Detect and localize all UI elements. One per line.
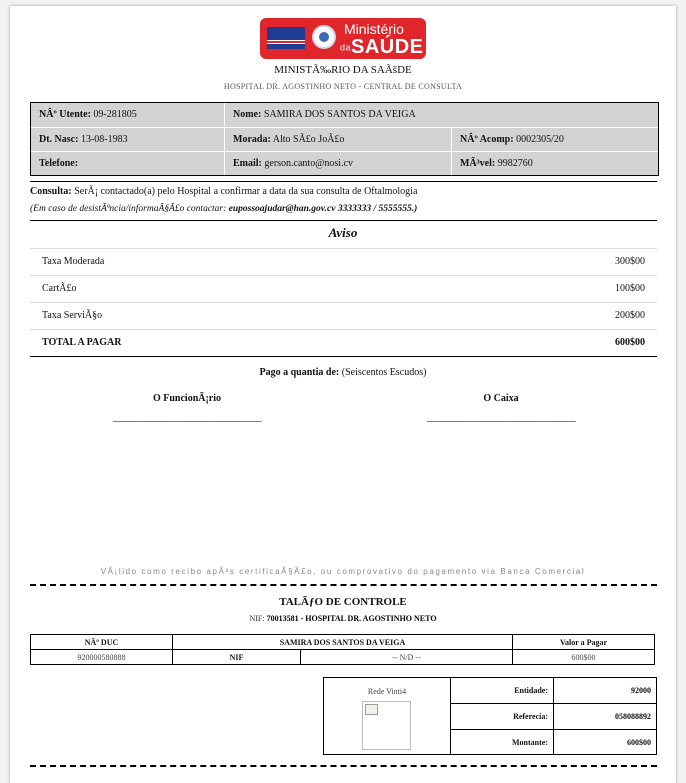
logo-line1: Ministério <box>344 21 404 37</box>
talao-title: TALÃƒO DE CONTROLE <box>279 596 407 608</box>
email-value: gerson.canto@nosi.cv <box>264 158 354 169</box>
coat-of-arms-icon <box>312 25 336 49</box>
divider <box>30 181 657 182</box>
duc-value: 920000580888 <box>31 650 173 665</box>
divider <box>30 275 657 276</box>
fee-label: Taxa ServiÃ§o <box>42 310 103 321</box>
movel-value: 9982760 <box>497 158 533 169</box>
amount-in-words <box>10 367 676 378</box>
email-label: Email: <box>233 158 262 169</box>
validity-note: VÃ¡lido como recibo apÃ³s certificaÃ§Ã£o, ou comprovativo do pagamento via Banca Comercial <box>100 567 586 576</box>
morada-value: Alto SÃ£o JoÃ£o <box>272 134 345 145</box>
referencia-label: Referecia: <box>451 704 554 729</box>
referencia-row <box>451 704 656 730</box>
pago-value: (Seiscentos Escudos) <box>341 367 427 378</box>
ministry-logo <box>260 18 426 59</box>
cape-verde-flag-icon <box>267 27 305 49</box>
utente-cell <box>31 103 224 126</box>
funcionario-signature-line: _________________________________ <box>112 412 262 423</box>
cut-line <box>30 584 657 586</box>
valor-value: 600$00 <box>513 650 655 665</box>
patient-row-1 <box>31 103 658 126</box>
nif-label: NIF: <box>249 614 265 623</box>
consulta-text <box>30 186 417 197</box>
movel-cell <box>451 152 658 175</box>
table-row <box>31 650 655 665</box>
nasc-cell <box>31 128 224 151</box>
entidade-row <box>451 678 656 704</box>
table-row <box>31 635 655 650</box>
nasc-label: Dt. Nasc: <box>39 134 79 145</box>
entidade-value: 92000 <box>631 686 651 695</box>
total-row <box>42 337 645 348</box>
nif-line <box>10 614 676 623</box>
movel-label: MÃ³vel: <box>460 158 496 169</box>
morada-label: Morada: <box>233 134 271 145</box>
divider <box>30 220 657 221</box>
fee-row <box>42 310 645 321</box>
email-cell <box>224 152 451 175</box>
payment-network <box>324 678 451 754</box>
nif-value: 70013581 - HOSPITAL DR. AGOSTINHO NETO <box>266 614 437 623</box>
divider <box>30 329 657 330</box>
payment-box <box>323 677 657 755</box>
fee-row <box>42 283 645 294</box>
telefone-label: Telefone: <box>39 158 79 169</box>
contact-value: eupossoajudar@han.gov.cv 3333333 / 5555555.) <box>228 204 418 214</box>
name-header: SAMIRA DOS SANTOS DA VEIGA <box>173 635 513 650</box>
morada-cell <box>224 128 451 151</box>
control-table <box>30 634 655 665</box>
contact-text <box>30 204 417 214</box>
ministry-title: MINISTÃ‰RIO DA SAÃšDE <box>274 64 412 76</box>
pago-label: Pago a quantia de: <box>259 367 340 378</box>
broken-image-icon <box>362 701 411 750</box>
montante-value: 600$00 <box>627 738 651 747</box>
patient-info-box <box>30 102 659 176</box>
nif-cell-label: NIF <box>173 650 301 665</box>
consulta-label: Consulta: <box>30 186 72 197</box>
nome-value: SAMIRA DOS SANTOS DA VEIGA <box>263 109 416 120</box>
logo-line2-main: SAÚDE <box>351 36 424 58</box>
montante-row <box>451 730 656 755</box>
acomp-value: 0002305/20 <box>516 134 564 145</box>
utente-value: 09-281805 <box>93 109 137 120</box>
nasc-value: 13-08-1983 <box>80 134 128 145</box>
receipt-page <box>10 6 676 783</box>
nome-label: Nome: <box>233 109 262 120</box>
contact-prefix: (Em caso de desistÃªncia/informaÃ§Ã£o contactar: <box>30 204 227 214</box>
acomp-cell <box>451 128 658 151</box>
utente-label: NÂº Utente: <box>39 109 91 120</box>
patient-row-3 <box>31 151 658 175</box>
total-value: 600$00 <box>615 337 645 348</box>
fee-label: CartÃ£o <box>42 283 77 294</box>
duc-header: NÂº DUC <box>31 635 173 650</box>
nif-cell-value: -- N/D -- <box>301 650 513 665</box>
valor-header: Valor a Pagar <box>513 635 655 650</box>
entidade-label: Entidade: <box>451 678 554 703</box>
aviso-heading: Aviso <box>328 225 358 240</box>
telefone-cell <box>31 152 224 175</box>
fee-value: 100$00 <box>615 283 645 294</box>
caixa-signature-label: O Caixa <box>483 393 519 404</box>
hospital-subtitle: HOSPITAL DR. AGOSTINHO NETO - CENTRAL DE CONSULTA <box>223 82 463 91</box>
montante-label: Montante: <box>451 730 554 755</box>
logo-line2 <box>340 36 424 59</box>
caixa-signature-line: _________________________________ <box>426 412 576 423</box>
patient-row-2 <box>31 127 658 151</box>
total-label: TOTAL A PAGAR <box>42 337 122 348</box>
divider <box>30 248 657 249</box>
rede-label: Rede Vinti4 <box>367 687 407 696</box>
funcionario-signature-label: O FuncionÃ¡rio <box>152 393 222 404</box>
fee-value: 300$00 <box>615 256 645 267</box>
logo-line2-prefix: da <box>340 42 352 53</box>
divider <box>30 302 657 303</box>
divider <box>30 356 657 357</box>
fee-row <box>42 256 645 267</box>
referencia-value: 058088892 <box>615 712 651 721</box>
fee-value: 200$00 <box>615 310 645 321</box>
nome-cell <box>224 103 658 126</box>
fee-label: Taxa Moderada <box>42 256 105 267</box>
acomp-label: NÂº Acomp: <box>460 134 514 145</box>
cut-line <box>30 765 657 767</box>
consulta-message: SerÃ¡ contactado(a) pelo Hospital a confirmar a data da sua consulta de Oftalmologia <box>74 186 418 197</box>
